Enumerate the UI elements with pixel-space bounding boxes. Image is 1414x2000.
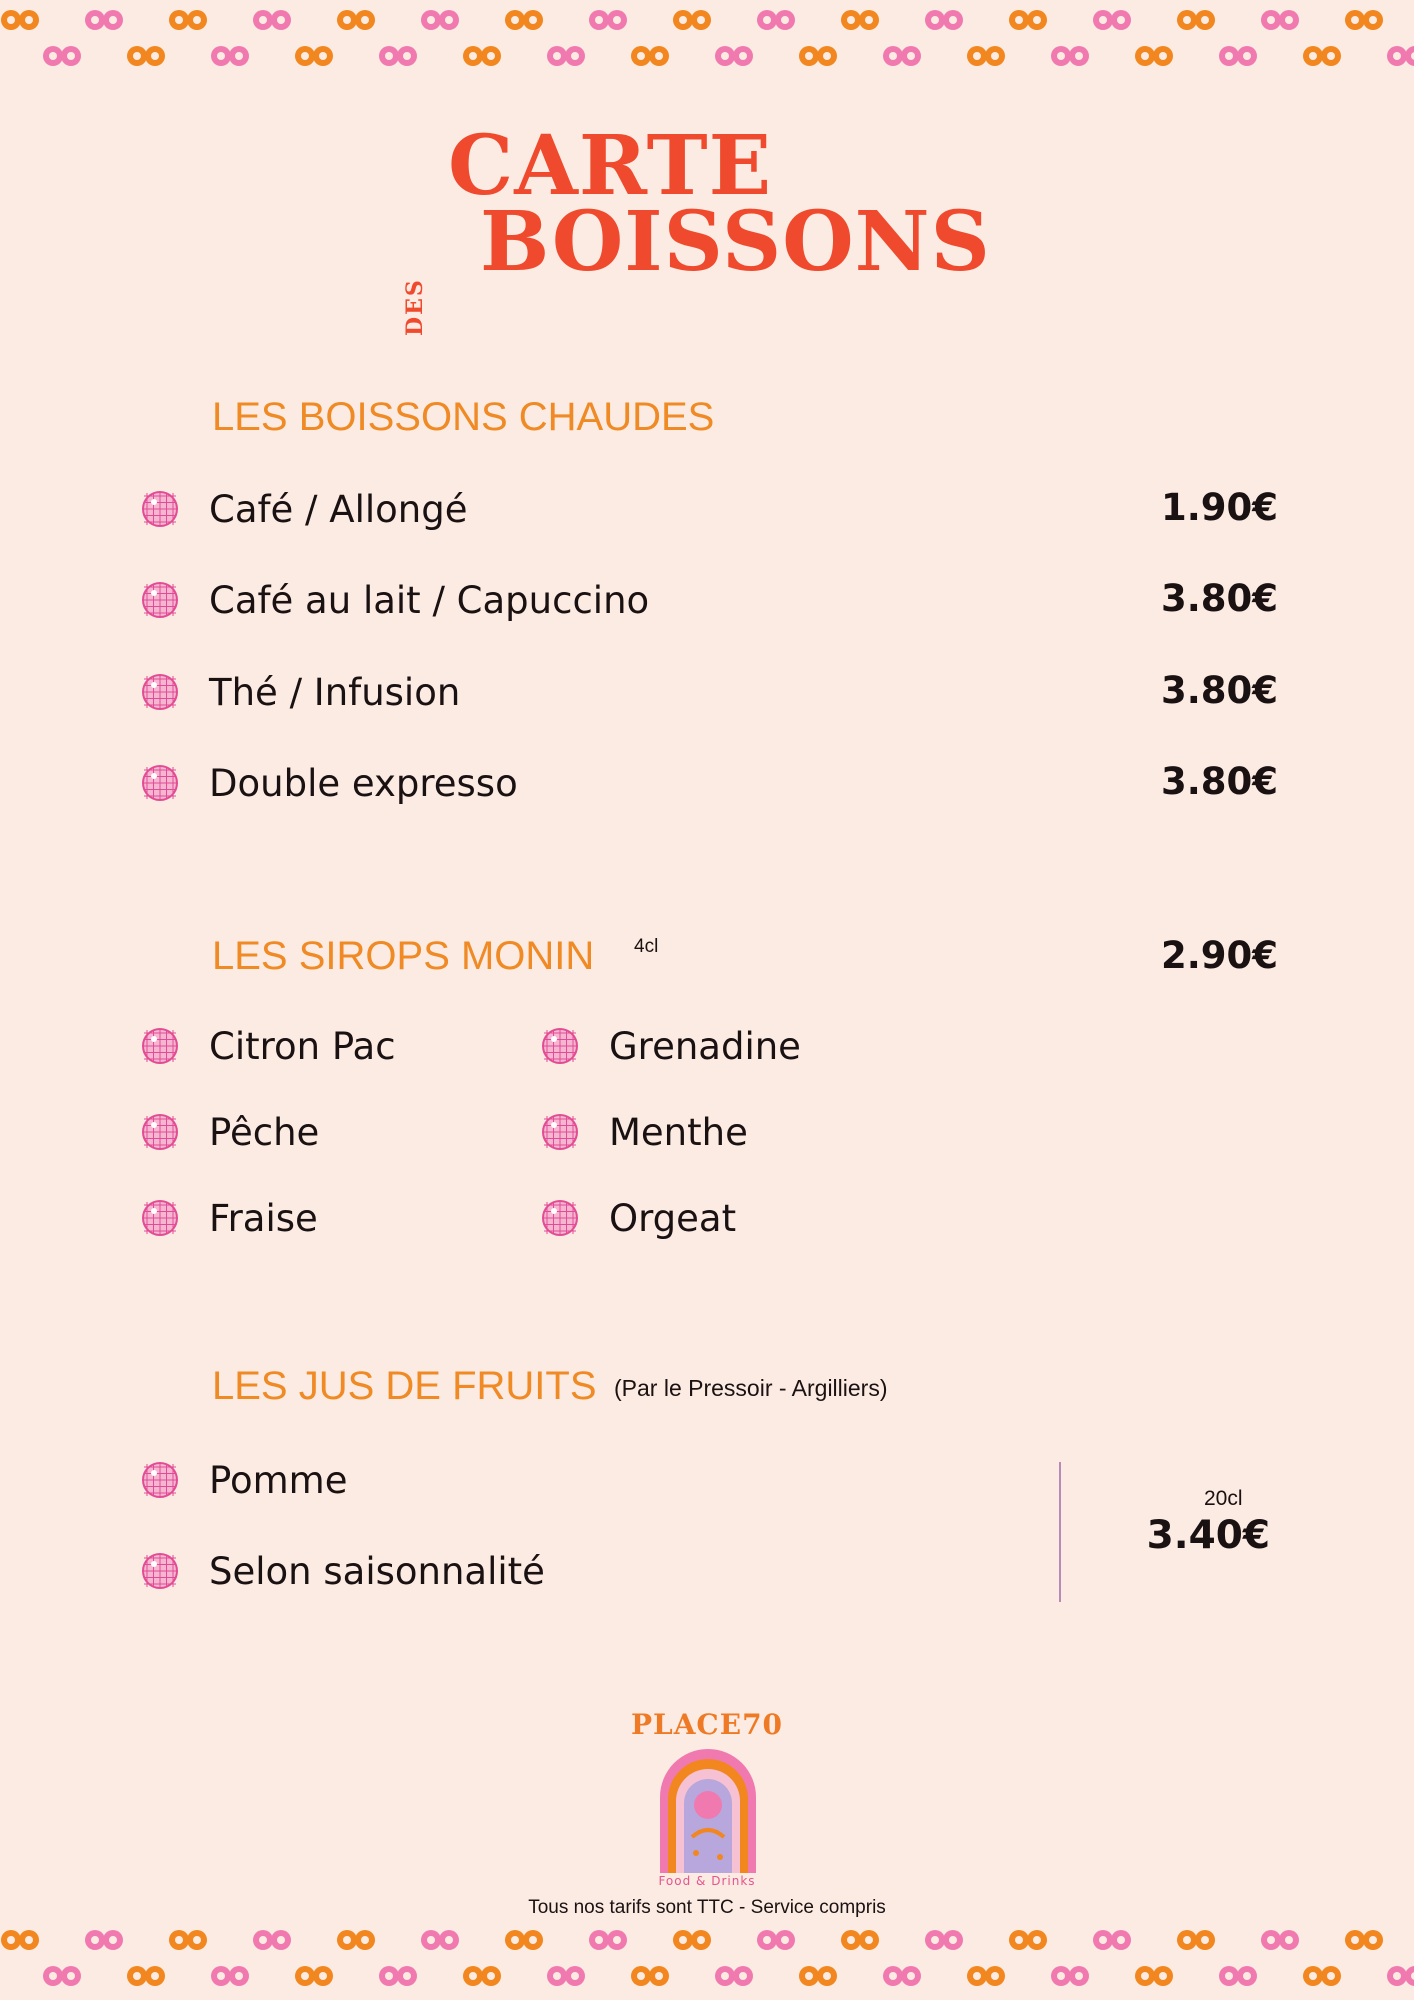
brand-logo [656, 1745, 760, 1873]
juices-price: 3.40€ [1146, 1513, 1270, 1558]
title-line-boissons: BOISSONS [480, 194, 991, 290]
item-label: Café au lait / Capuccino [209, 578, 650, 622]
disco-ball-icon [137, 1548, 183, 1594]
list-item [137, 1548, 545, 1594]
brand-name: PLACE70 [630, 1708, 784, 1741]
juices-origin-note: (Par le Pressoir - Argilliers) [614, 1375, 888, 1401]
list-item [137, 486, 468, 532]
disco-ball-icon [137, 760, 183, 806]
list-item [537, 1195, 736, 1241]
brand-tagline: Food & Drinks [658, 1874, 756, 1888]
pricing-disclaimer: Tous nos tarifs sont TTC - Service compris [528, 1897, 886, 1918]
disco-ball-icon [137, 1457, 183, 1503]
list-item [137, 1195, 318, 1241]
disco-ball-icon [137, 1023, 183, 1069]
disco-ball-icon [537, 1023, 583, 1069]
item-price: 1.90€ [1160, 486, 1278, 529]
item-label: Pomme [209, 1458, 348, 1502]
item-label: Menthe [609, 1110, 748, 1154]
item-label: Café / Allongé [209, 487, 468, 531]
item-price: 3.80€ [1160, 669, 1278, 712]
list-item [137, 669, 460, 715]
price-divider [1059, 1462, 1061, 1602]
disco-ball-icon [137, 486, 183, 532]
section-title-syrups: LES SIROPS MONIN [212, 934, 595, 978]
item-label: Thé / Infusion [209, 670, 461, 714]
item-label: Selon saisonnalité [209, 1549, 545, 1593]
title-word-des: DES [402, 278, 428, 336]
top-pattern-border [0, 0, 1414, 80]
item-label: Double expresso [209, 761, 518, 805]
list-item [137, 1023, 396, 1069]
list-item [537, 1109, 748, 1155]
section-title-fruit-juices: LES JUS DE FRUITS [212, 1364, 597, 1408]
syrups-price: 2.90€ [1160, 934, 1278, 977]
syrups-size: 4cl [634, 936, 659, 957]
list-item [537, 1023, 801, 1069]
item-label: Grenadine [609, 1024, 801, 1068]
item-price: 3.80€ [1160, 577, 1278, 620]
title-line-carte: CARTE [448, 118, 773, 214]
item-label: Orgeat [609, 1196, 737, 1240]
list-item [137, 760, 518, 806]
list-item [137, 577, 649, 623]
list-item [137, 1109, 319, 1155]
disco-ball-icon [137, 1109, 183, 1155]
item-label: Fraise [209, 1196, 318, 1240]
disco-ball-icon [537, 1195, 583, 1241]
item-price: 3.80€ [1160, 760, 1278, 803]
bottom-pattern-border [0, 1920, 1414, 2000]
section-title-hot-drinks: LES BOISSONS CHAUDES [212, 395, 715, 439]
item-label: Pêche [209, 1110, 320, 1154]
disco-ball-icon [137, 669, 183, 715]
juices-size: 20cl [1204, 1487, 1243, 1510]
item-label: Citron Pac [209, 1024, 396, 1068]
disco-ball-icon [137, 577, 183, 623]
disco-ball-icon [537, 1109, 583, 1155]
disco-ball-icon [137, 1195, 183, 1241]
list-item [137, 1457, 347, 1503]
